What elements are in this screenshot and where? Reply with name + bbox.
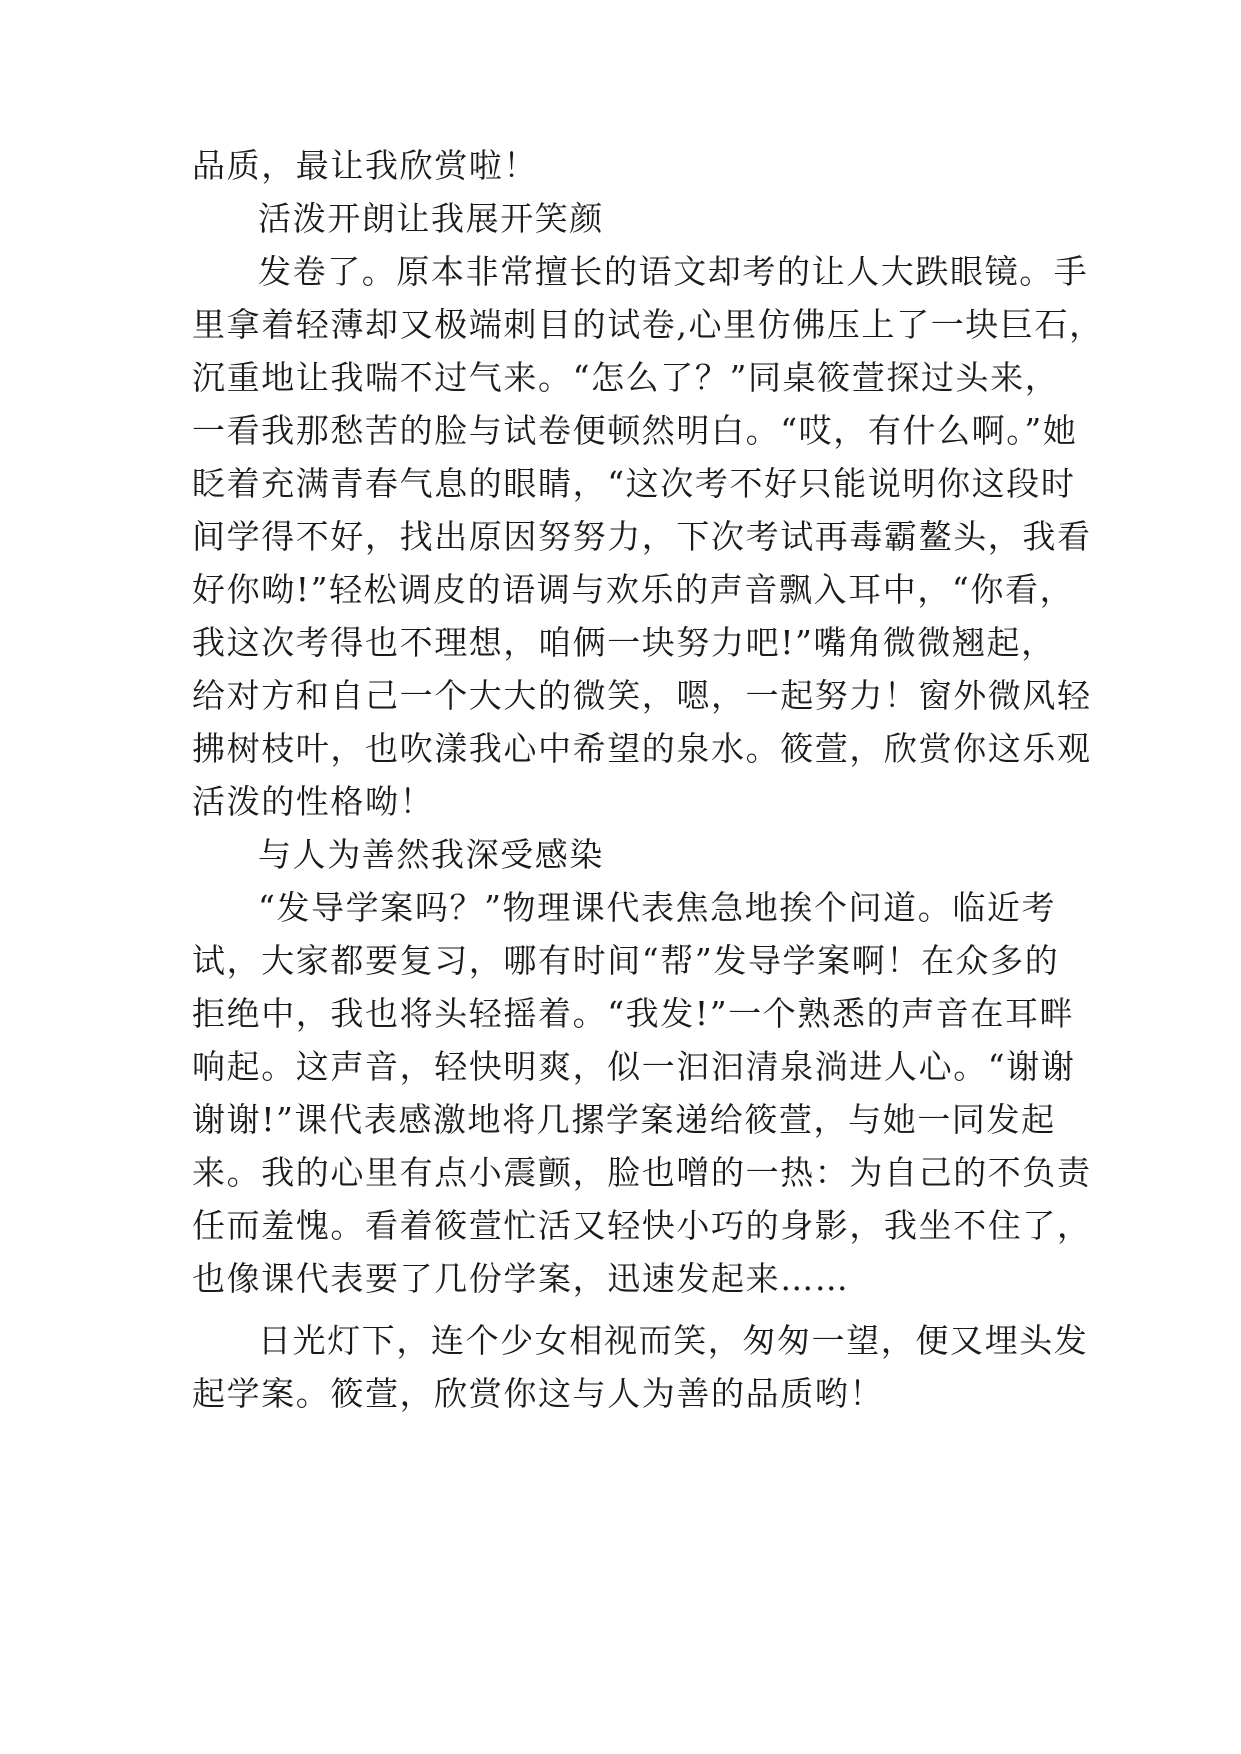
text-line: 眨着充满青春气息的眼睛，“这次考不好只能说明你这段时 xyxy=(192,464,1076,503)
text-line: 沉重地让我喘不过气来。“怎么了？”同桌筱萱探过头来， xyxy=(192,358,1060,397)
text-line: 好你呦!”轻松调皮的语调与欢乐的声音飘入耳中，“你看， xyxy=(192,570,1075,609)
text-line: 日光灯下，连个少女相视而笑，匆匆一望，便又埋头发 xyxy=(258,1321,1089,1360)
text-line: 任而羞愧。看着筱萱忙活又轻快小巧的身影，我坐不住了， xyxy=(192,1206,1092,1245)
text-line: 起学案。筱萱，欣赏你这与人为善的品质哟！ xyxy=(192,1374,884,1413)
section-heading-kindness: 与人为善然我深受感染 xyxy=(258,835,604,874)
text-line: 拒绝中，我也将头轻摇着。“我发!”一个熟悉的声音在耳畔 xyxy=(192,994,1075,1033)
text-line: 里拿着轻薄却又极端刺目的试卷,心里仿佛压上了一块巨石， xyxy=(192,305,1104,344)
text-line: 响起。这声音，轻快明爽，似一汩汩清泉淌进人心。“谢谢 xyxy=(192,1047,1076,1086)
text-line: 品质，最让我欣赏啦！ xyxy=(192,146,538,185)
text-line: 谢谢!”课代表感激地将几摞学案递给筱萱，与她一同发起 xyxy=(192,1100,1056,1139)
section-heading-lively: 活泼开朗让我展开笑颜 xyxy=(258,199,604,238)
text-line: 试，大家都要复习，哪有时间“帮”发导学案啊！在众多的 xyxy=(192,941,1060,980)
text-line: 给对方和自己一个大大的微笑，嗯，一起努力！窗外微风轻 xyxy=(192,676,1092,715)
text-line: 一看我那愁苦的脸与试卷便顿然明白。“哎，有什么啊。”她 xyxy=(192,411,1078,450)
text-line: 我这次考得也不理想，咱俩一块努力吧!”嘴角微微翘起， xyxy=(192,623,1056,662)
text-line: 来。我的心里有点小震颤，脸也噌的一热：为自己的不负责 xyxy=(192,1153,1092,1192)
text-line: 拂树枝叶，也吹漾我心中希望的泉水。筱萱，欣赏你这乐观 xyxy=(192,729,1092,768)
text-line: 也像课代表要了几份学案，迅速发起来…… xyxy=(192,1259,850,1298)
text-line: 活泼的性格呦！ xyxy=(192,782,435,821)
text-line: 发卷了。原本非常擅长的语文却考的让人大跌眼镜。手 xyxy=(258,252,1089,291)
text-line: “发导学案吗？”物理课代表焦急地挨个问道。临近考 xyxy=(258,888,1057,927)
text-line: 间学得不好，找出原因努努力，下次考试再毒霸鳌头，我看 xyxy=(192,517,1092,556)
